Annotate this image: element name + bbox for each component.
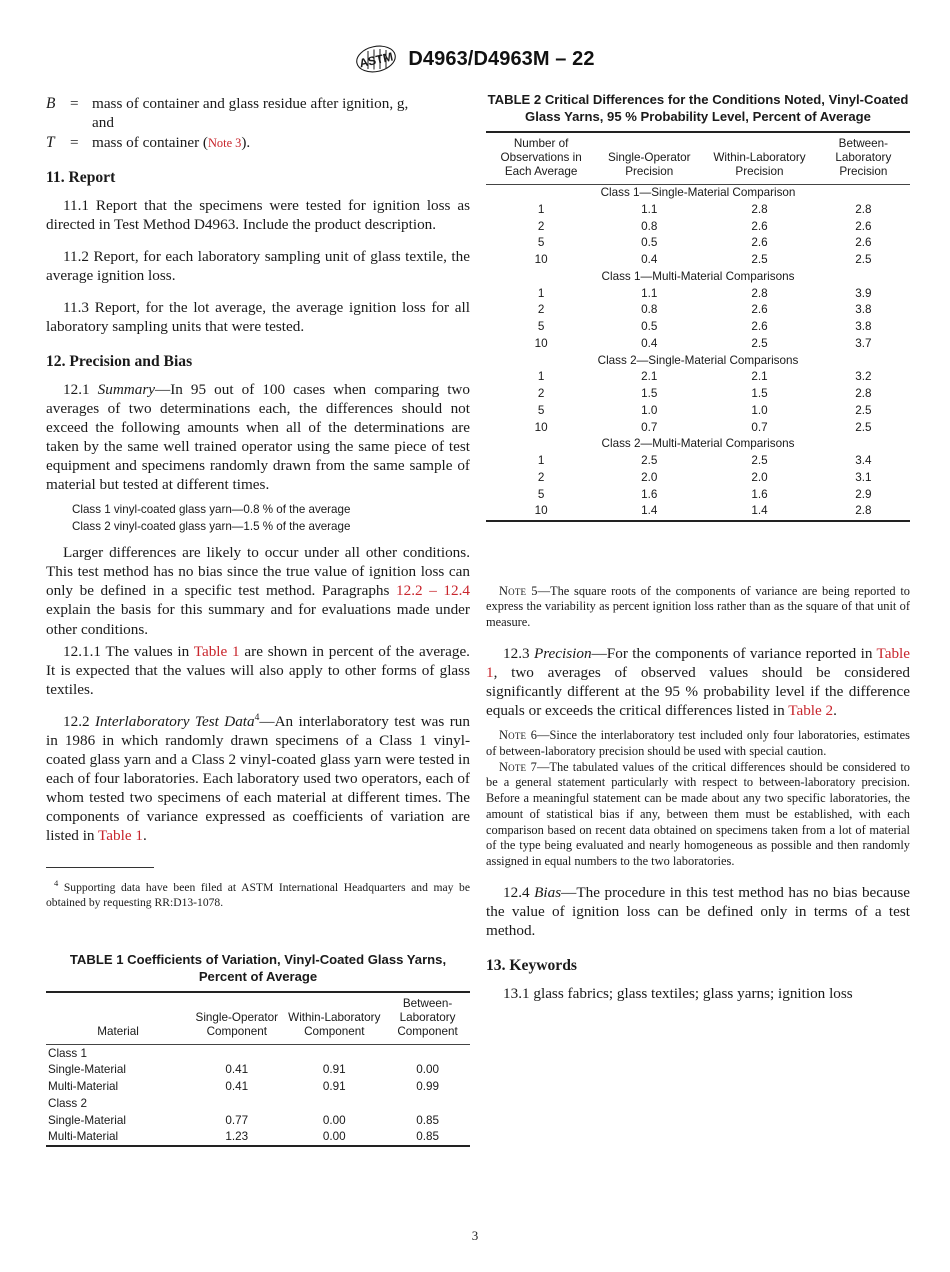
table-row xyxy=(486,369,910,386)
table-2-cell-n: 5 xyxy=(537,320,545,334)
table-1-cell: 0.00 xyxy=(322,1113,346,1127)
table-row xyxy=(486,252,910,269)
table-2-cell: 2.1 xyxy=(751,370,768,384)
table-2-col-observations: Number of Observations in Each Average xyxy=(486,132,596,185)
paragraph-12-1-1-part-b: are shown in percent of the average. It is expected that the values will also apply to other forms of glass textiles. xyxy=(46,642,470,698)
table-row xyxy=(46,1062,470,1079)
table-2-cell-n: 1 xyxy=(537,370,545,384)
paragraph-12-1-1 xyxy=(46,642,470,699)
table-2-cell-n: 1 xyxy=(537,286,545,300)
footnote-4 xyxy=(46,880,470,911)
table-1-cell: 0.00 xyxy=(416,1063,439,1077)
table-1-cell: 0.41 xyxy=(225,1080,249,1094)
table-2-cell: 0.4 xyxy=(641,253,658,267)
table-2-cell: 2.8 xyxy=(751,286,768,300)
table-1-header-row xyxy=(46,992,470,1045)
note-5-label: Note 5 xyxy=(499,583,538,598)
table-2-cell: 2.8 xyxy=(855,387,872,401)
table-2-wrapper xyxy=(486,92,910,522)
table-2-cell: 3.9 xyxy=(855,286,872,300)
table-2-link[interactable]: Table 2 xyxy=(788,702,834,720)
table-row xyxy=(486,453,910,470)
table-2-group-heading: Class 1—Multi-Material Comparisons xyxy=(601,269,795,283)
table-2-cell-n: 1 xyxy=(537,454,545,468)
table-1-row-label: Class 2 xyxy=(48,1096,87,1110)
table-2-cell: 1.0 xyxy=(641,403,658,417)
table-2-cell: 2.6 xyxy=(751,236,768,250)
paragraph-12-2-term: Interlaboratory Test Data xyxy=(95,712,255,730)
heading-11-report: 11. Report xyxy=(46,168,116,186)
table-2-group-heading-row xyxy=(486,352,910,369)
table-row xyxy=(46,1129,470,1147)
table-2-header-row xyxy=(486,132,910,185)
table-1-col-between-laboratory: Between-Laboratory Component xyxy=(385,992,470,1045)
table-1-link[interactable]: Table 1 xyxy=(193,642,240,660)
table-row xyxy=(486,302,910,319)
table-2-cell: 2.5 xyxy=(751,336,768,350)
table-2-cell: 2.8 xyxy=(751,202,768,216)
table-2-cell-n: 5 xyxy=(537,403,545,417)
paragraph-11-2: 11.2 Report, for each laboratory sampling unit of glass textile, the average ignition loss. xyxy=(46,247,470,284)
table-2-group-heading: Class 2—Single-Material Comparisons xyxy=(597,353,799,367)
note-7-text: —The tabulated values of the critical differences should be considered to be a general statement particularly with respect to between-laboratory precision. Before a meaningful statement can be made about any two specific laboratories, the amount of statistical bias if any, between them must be established, with each comparison based on recent data obtained on specimens taken from a lot of material of the type being evaluated and nearly homogeneous as possible and then randomly assigned in equal numbers to the two laboratories. xyxy=(486,759,910,869)
table-2-cell: 1.5 xyxy=(641,387,658,401)
table-row xyxy=(486,235,910,252)
footnote-marker-4[interactable]: 4 xyxy=(254,712,260,723)
table-1-cell xyxy=(190,1095,283,1112)
larger-diff-part-b: explain the basis for this summary and for evaluations made under other conditions. xyxy=(46,601,470,638)
table-2-cell-n: 10 xyxy=(534,420,548,434)
table-2-cell-n: 10 xyxy=(534,336,548,350)
note-7-label: Note 7 xyxy=(499,759,537,774)
table-1-row-label: Single-Material xyxy=(48,1113,126,1127)
table-1-col-within-laboratory: Within-Laboratory Component xyxy=(283,992,385,1045)
table-2-cell: 0.4 xyxy=(641,336,658,350)
table-2-group-heading-row xyxy=(486,268,910,285)
table-1-col-single-operator: Single-Operator Component xyxy=(190,992,283,1045)
table-row xyxy=(486,419,910,436)
table-2-cell: 1.6 xyxy=(641,487,658,501)
paragraphs-12-2-12-4-link[interactable]: 12.2 – 12.4 xyxy=(396,582,470,600)
table-2-cell-n: 2 xyxy=(537,303,545,317)
table-1-cell: 0.85 xyxy=(416,1113,439,1127)
document-number: D4963/D4963M – 22 xyxy=(408,47,595,70)
definition-b-text: mass of container and glass residue after ignition, g, xyxy=(92,95,409,112)
table-2-cell: 2.6 xyxy=(855,219,872,233)
table-1 xyxy=(46,991,470,1148)
table-2-cell-n: 2 xyxy=(537,387,545,401)
paragraph-12-2-number: 12.2 xyxy=(63,712,95,730)
table-2-cell: 2.6 xyxy=(751,303,768,317)
table-2-group-heading: Class 1—Single-Material Comparison xyxy=(486,184,910,201)
table-2-group-heading-row xyxy=(486,436,910,453)
table-2-cell: 1.4 xyxy=(596,503,702,521)
heading-13-keywords: 13. Keywords xyxy=(486,957,577,975)
definition-t-suffix: ). xyxy=(241,133,251,151)
table-2-cell: 0.8 xyxy=(641,303,658,317)
table-2-cell: 2.6 xyxy=(855,236,872,250)
table-2-cell: 3.2 xyxy=(855,370,872,384)
paragraph-12-1-number: 12.1 xyxy=(63,380,98,398)
table-row xyxy=(46,1095,470,1112)
table-2-cell: 2.8 xyxy=(855,202,872,216)
table-2-cell: 3.1 xyxy=(855,470,872,484)
table-2-cell-n: 5 xyxy=(537,487,545,501)
table-2-cell: 2.6 xyxy=(751,320,768,334)
table-1-cell: 0.99 xyxy=(416,1080,439,1094)
table-1-row-label: Single-Material xyxy=(48,1063,126,1077)
table-row xyxy=(486,386,910,403)
paragraph-12-3 xyxy=(486,644,910,720)
table-2-cell: 2.1 xyxy=(641,370,658,384)
table-1-link[interactable]: Table 1 xyxy=(486,644,911,681)
definition-b-continuation: and xyxy=(92,114,114,132)
table-2-cell: 3.8 xyxy=(855,303,872,317)
note-6-label: Note 6 xyxy=(499,728,538,743)
paragraph-12-1 xyxy=(46,380,470,494)
table-row xyxy=(486,469,910,486)
table-1-cell xyxy=(385,1044,470,1061)
table-1-cell xyxy=(385,1095,470,1112)
table-2-cell: 1.1 xyxy=(641,202,658,216)
table-row xyxy=(486,503,910,521)
table-2-cell: 1.4 xyxy=(702,503,816,521)
table-2-title: TABLE 2 Critical Differences for the Conditions Noted, Vinyl-Coated Glass Yarns, 95 % Probability Level, Percent of Average xyxy=(487,92,909,124)
symbol-b: B xyxy=(46,95,56,112)
paragraph-13-1: 13.1 glass fabrics; glass textiles; glass yarns; ignition loss xyxy=(503,984,853,1002)
table-2 xyxy=(486,131,910,522)
table-2-cell: 2.5 xyxy=(855,420,872,434)
table-2-cell: 3.4 xyxy=(855,454,872,468)
table-1-cell: 0.85 xyxy=(385,1129,470,1147)
table-row xyxy=(486,486,910,503)
table-1-cell: 0.41 xyxy=(225,1063,249,1077)
paragraph-12-3-number: 12.3 xyxy=(503,644,534,662)
table-2-cell: 2.5 xyxy=(855,253,872,267)
table-row xyxy=(486,218,910,235)
paragraph-larger-differences xyxy=(46,543,470,638)
table-2-cell: 0.5 xyxy=(641,320,658,334)
paragraph-11-3: 11.3 Report, for the lot average, the average ignition loss for all laboratory sampling units that were tested. xyxy=(46,298,470,336)
table-2-cell: 2.0 xyxy=(751,470,768,484)
table-row xyxy=(486,402,910,419)
equals-sign: = xyxy=(70,133,79,151)
table-1-cell xyxy=(283,1095,385,1112)
table-2-cell: 2.5 xyxy=(751,454,768,468)
class-2-precision: Class 2 vinyl-coated glass yarn—1.5 % of the average xyxy=(72,519,351,533)
table-1-row-label: Multi-Material xyxy=(48,1080,119,1094)
table-2-col-between-laboratory: Between-Laboratory Precision xyxy=(817,132,910,185)
table-2-cell: 1.5 xyxy=(751,387,768,401)
note-6 xyxy=(486,728,910,760)
table-2-cell: 2.5 xyxy=(641,454,658,468)
paragraph-12-1-1-part-a: 12.1.1 The values in xyxy=(63,642,194,660)
table-1-cell: 0.91 xyxy=(322,1063,346,1077)
paragraph-12-4 xyxy=(486,883,910,940)
paragraph-12-3-part-a: —For the components of variance reported in xyxy=(591,644,877,662)
table-2-cell: 2.0 xyxy=(641,470,658,484)
table-2-cell: 0.8 xyxy=(641,219,658,233)
definition-t-text xyxy=(92,133,470,152)
table-2-cell: 2.5 xyxy=(855,403,872,417)
table-row xyxy=(486,285,910,302)
paragraph-11-1: 11.1 Report that the specimens were tested for ignition loss as directed in Test Method D4963. Include the product description. xyxy=(46,196,470,233)
table-2-cell: 2.9 xyxy=(855,487,872,501)
table-2-cell-n: 1 xyxy=(537,202,545,216)
table-2-cell: 1.6 xyxy=(751,487,768,501)
table-2-cell-n: 10 xyxy=(486,503,596,521)
paragraph-12-4-body: —The procedure in this test method has no bias because the value of ignition loss can be defined only in terms of a test method. xyxy=(486,883,911,940)
page-header xyxy=(0,44,950,74)
footnote-divider xyxy=(46,867,154,868)
left-column xyxy=(46,94,470,1147)
astm-logo xyxy=(355,44,399,74)
table-2-col-within-laboratory: Within-Laboratory Precision xyxy=(702,132,816,185)
table-2-cell: 0.7 xyxy=(751,420,768,434)
table-2-cell-n: 2 xyxy=(537,219,545,233)
table-2-cell: 0.5 xyxy=(641,236,658,250)
table-1-row-label: Multi-Material xyxy=(46,1129,190,1147)
table-1-title: TABLE 1 Coefficients of Variation, Vinyl-Coated Glass Yarns, Percent of Average xyxy=(69,952,447,985)
right-column xyxy=(486,92,910,1003)
class-precision-list xyxy=(72,502,470,535)
note-5 xyxy=(486,584,910,631)
table-row xyxy=(486,319,910,336)
note-7 xyxy=(486,760,910,870)
table-2-cell: 1.0 xyxy=(751,403,768,417)
note-6-text: —Since the interlaboratory test included only four laboratories, estimates of between-laboratory precision should be used with special caution. xyxy=(486,728,910,758)
table-1-cell xyxy=(190,1044,283,1061)
paragraph-12-3-term: Precision xyxy=(533,644,592,662)
svg-text:ASTM: ASTM xyxy=(358,49,395,71)
paragraph-12-2-end: . xyxy=(142,827,147,845)
symbol-definition-list xyxy=(46,94,470,152)
table-1-cell: 1.23 xyxy=(190,1129,283,1147)
paragraph-12-3-part-b: , two averages of observed values should be considered significantly different at the 95 % probability level if the difference equals or exceeds the critical differences listed in xyxy=(486,663,910,720)
table-1-cell: 0.91 xyxy=(322,1080,346,1094)
class-1-precision: Class 1 vinyl-coated glass yarn—0.8 % of the average xyxy=(72,503,351,517)
table-2-cell: 1.1 xyxy=(641,286,658,300)
table-row xyxy=(486,201,910,218)
table-2-group-heading: Class 2—Multi-Material Comparisons xyxy=(601,437,795,451)
table-row xyxy=(486,335,910,352)
paragraph-12-1-body: —In 95 out of 100 cases when comparing two averages of two determinations each, the differences should not exceed the following amounts when all of the determinations are taken by the same well trained operator using the same piece of test equipment and specimens randomly drawn from the same sample of material but tested at different times. xyxy=(46,380,470,494)
paragraph-12-3-end: . xyxy=(833,702,837,720)
table-1-link[interactable]: Table 1 xyxy=(98,827,143,845)
table-1-row-label: Class 1 xyxy=(46,1044,190,1061)
paragraph-12-4-number: 12.4 xyxy=(503,883,535,901)
table-1-wrapper xyxy=(46,952,470,1147)
table-1-col-material: Material xyxy=(46,992,190,1045)
footnote-text: Supporting data have been filed at ASTM International Headquarters and may be obtained by requesting RR:D13-1078. xyxy=(46,880,470,910)
table-2-cell-n: 2 xyxy=(537,470,545,484)
symbol-t: T xyxy=(46,133,55,151)
table-2-cell-n: 5 xyxy=(537,236,545,250)
table-2-cell: 0.7 xyxy=(641,420,658,434)
table-2-col-single-operator: Single-Operator Precision xyxy=(596,132,702,185)
table-2-cell: 3.8 xyxy=(855,320,872,334)
definition-row-t xyxy=(46,133,470,152)
table-2-cell: 2.5 xyxy=(751,253,768,267)
table-2-cell: 2.6 xyxy=(751,219,768,233)
table-row xyxy=(46,1112,470,1129)
larger-diff-part-a: Larger differences are likely to occur under all other conditions. This test method has no bias since the true value of ignition loss can only be defined in a specific test method. Paragraphs xyxy=(46,544,470,600)
note-3-link[interactable]: Note 3 xyxy=(207,135,242,150)
paragraph-12-1-term: Summary xyxy=(97,380,156,398)
definition-t-prefix: mass of container ( xyxy=(92,133,208,151)
table-2-cell: 2.8 xyxy=(817,503,910,521)
paragraph-12-2 xyxy=(46,712,470,846)
paragraph-12-2-body: —An interlaboratory test was run in 1986 in which randomly drawn specimens of a Class 1 vinyl-coated glass yarn and a Class 2 vinyl-coated glass yarn were tested in each of four laboratories. Each laboratory used two operators, each of whom tested two specimens of each material at different times. The components of variance expressed as coefficients of variation are listed in xyxy=(46,712,470,845)
table-row xyxy=(46,1078,470,1095)
paragraph-12-4-term: Bias xyxy=(534,883,562,901)
footnote-number: 4 xyxy=(54,878,59,889)
heading-12-precision-and-bias: 12. Precision and Bias xyxy=(46,353,193,371)
definition-row-b xyxy=(46,94,470,113)
table-1-cell: 0.00 xyxy=(283,1129,385,1147)
table-2-cell: 3.7 xyxy=(855,336,872,350)
page-number: 3 xyxy=(471,1228,479,1243)
table-2-group-heading-row xyxy=(486,184,910,201)
table-2-cell-n: 10 xyxy=(534,253,548,267)
note-5-text: —The square roots of the components of variance are being reported to express the variability as percent ignition loss rather than as the square of that unit of measure. xyxy=(486,583,910,630)
table-row xyxy=(46,1044,470,1061)
table-1-cell xyxy=(283,1044,385,1061)
table-1-cell: 0.77 xyxy=(225,1113,249,1127)
equals-sign: = xyxy=(70,95,79,112)
